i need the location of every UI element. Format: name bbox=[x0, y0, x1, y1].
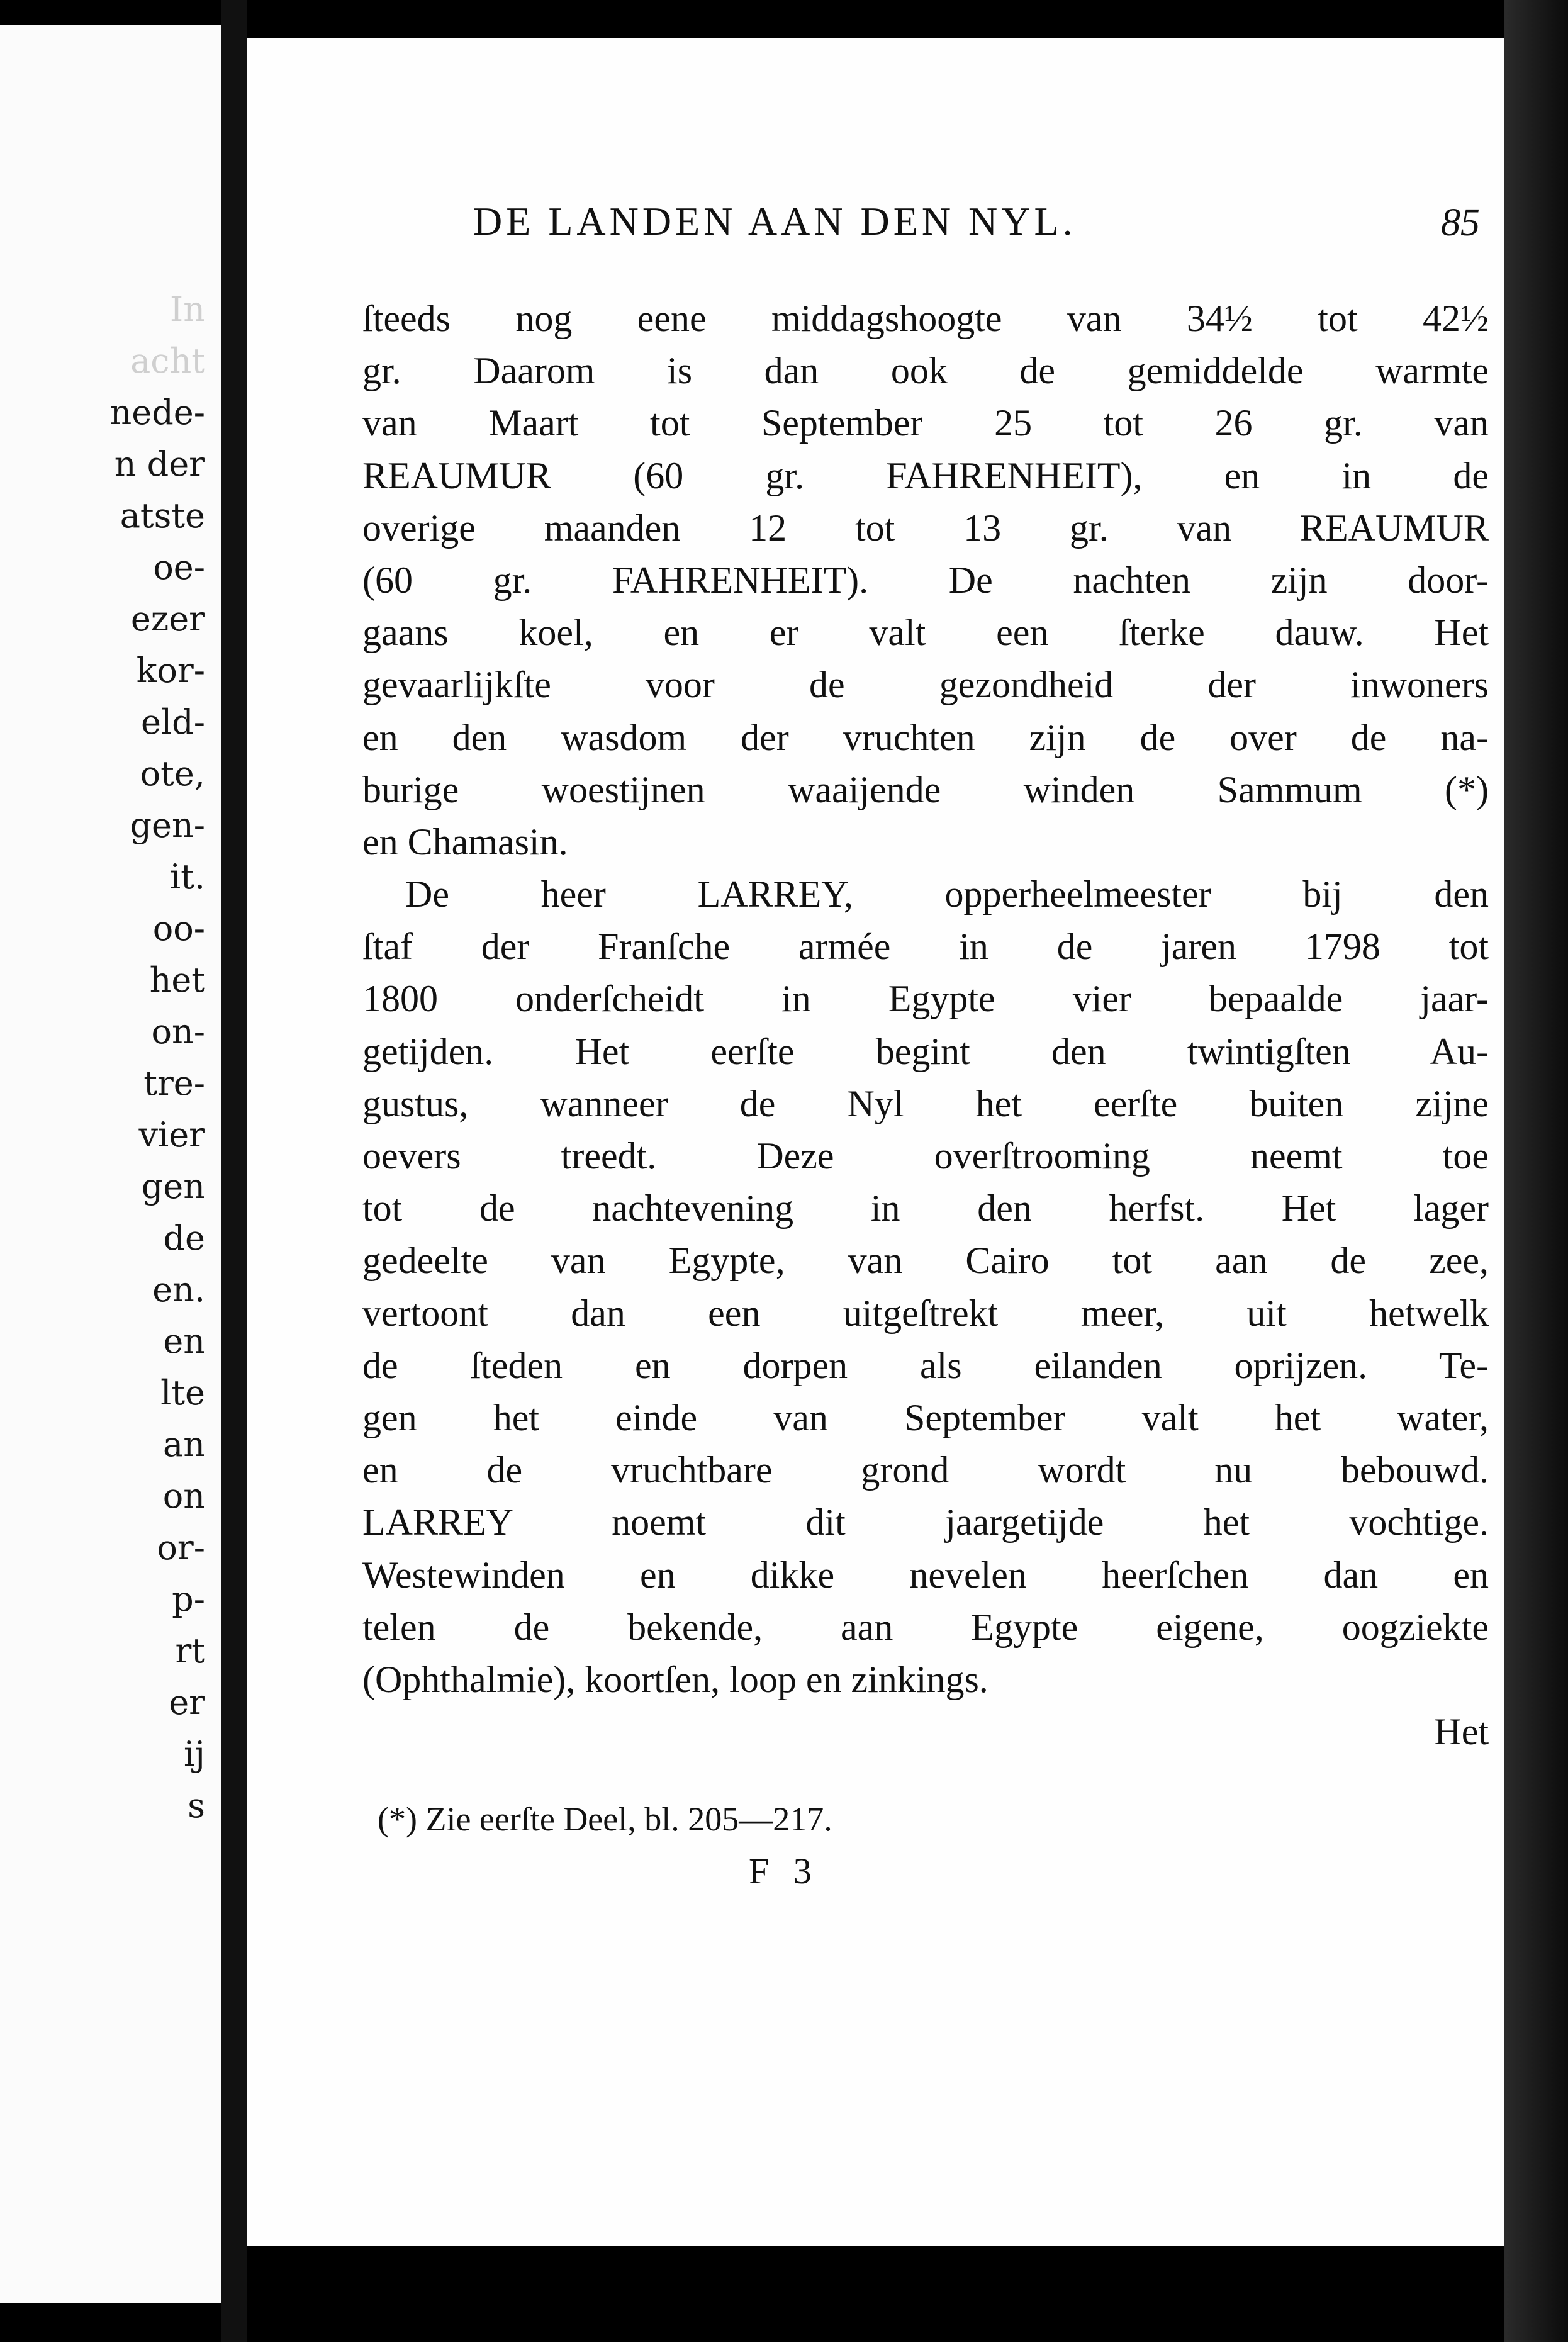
text-line: gevaarlijkſte voor de gezondheid der inwoners bbox=[362, 664, 1489, 706]
text-line: (Ophthalmie), koortſen, loop en zinkings. bbox=[362, 1658, 988, 1700]
book-gutter bbox=[221, 0, 247, 2342]
text-line: gr. Daarom is dan ook de gemiddelde warmte bbox=[362, 350, 1489, 392]
text-line: REAUMUR (60 gr. FAHRENHEIT), en in de bbox=[362, 454, 1489, 496]
text-line: Westewinden en dikke nevelen heerſchen dan en bbox=[362, 1554, 1489, 1596]
text-line: ſteeds nog eene middagshoogte van 34½ tot 42½ bbox=[362, 298, 1489, 339]
previous-page-line: de bbox=[163, 1218, 205, 1258]
text-line: (60 gr. FAHRENHEIT). De nachten zijn door- bbox=[362, 559, 1489, 601]
previous-page-line: atste bbox=[120, 496, 205, 535]
previous-page-line: on bbox=[162, 1476, 205, 1516]
previous-page-line: gen- bbox=[130, 805, 205, 845]
text-line: tot de nachtevening in den herfst. Het lager bbox=[362, 1187, 1489, 1230]
catchword: Het bbox=[1434, 1711, 1489, 1753]
text-line: 1800 onderſcheidt in Egypte vier bepaalde jaar- bbox=[362, 978, 1489, 1020]
text-line: De heer LARREY, opperheelmeester bij den bbox=[405, 873, 1489, 916]
previous-page-line: or- bbox=[157, 1528, 205, 1567]
running-head-title: DE LANDEN AAN DEN NYL. bbox=[473, 199, 1077, 244]
text-line: oevers treedt. Deze overſtrooming neemt toe bbox=[362, 1135, 1489, 1177]
text-line: overige maanden 12 tot 13 gr. van REAUMUR bbox=[362, 507, 1489, 549]
previous-page-line: gen bbox=[141, 1167, 205, 1206]
signature-mark: F 3 bbox=[749, 1851, 819, 1891]
right-page-edge bbox=[1504, 0, 1568, 2342]
running-head bbox=[473, 198, 1480, 255]
previous-page-line: en. bbox=[152, 1270, 205, 1309]
previous-page-line: nede- bbox=[109, 393, 205, 432]
book-page bbox=[247, 38, 1504, 2246]
previous-page-line: rt bbox=[175, 1631, 205, 1671]
previous-page bbox=[0, 25, 221, 2303]
previous-page-line: on- bbox=[151, 1012, 205, 1051]
body-text bbox=[362, 293, 1489, 1758]
previous-page-line: er bbox=[169, 1683, 205, 1722]
previous-page-line: s bbox=[188, 1786, 205, 1825]
previous-page-line: ij bbox=[183, 1734, 205, 1774]
previous-page-line: ote, bbox=[140, 754, 205, 793]
text-line: ſtaf der Franſche armée in de jaren 1798 tot bbox=[362, 926, 1489, 968]
text-line: en de vruchtbare grond wordt nu bebouwd. bbox=[362, 1449, 1489, 1491]
text-line: van Maart tot September 25 tot 26 gr. van bbox=[362, 402, 1489, 444]
previous-page-line: In bbox=[169, 289, 205, 329]
previous-page-line: it. bbox=[169, 857, 205, 897]
text-line: de ſteden en dorpen als eilanden oprijzen. Te- bbox=[362, 1344, 1489, 1386]
previous-page-line: kor- bbox=[136, 651, 205, 690]
previous-page-line: vier bbox=[138, 1115, 205, 1155]
text-line: vertoont dan een uitgeſtrekt meer, uit hetwelk bbox=[362, 1292, 1489, 1334]
previous-page-line: an bbox=[163, 1425, 205, 1464]
text-line: en Chamasin. bbox=[362, 821, 568, 863]
previous-page-line: tre- bbox=[143, 1063, 205, 1103]
text-line: en den wasdom der vruchten zijn de over de na- bbox=[362, 716, 1489, 758]
previous-page-line: p- bbox=[172, 1579, 205, 1619]
footnote: (*) Zie eerſte Deel, bl. 205—217. bbox=[378, 1800, 832, 1838]
text-line: burige woestijnen waaijende winden Sammum (*) bbox=[362, 768, 1489, 810]
text-line: gen het einde van September valt het water, bbox=[362, 1396, 1489, 1438]
text-line: telen de bekende, aan Egypte eigene, oogziekte bbox=[362, 1606, 1489, 1648]
previous-page-line: n der bbox=[114, 444, 205, 484]
text-line: gedeelte van Egypte, van Cairo tot aan de zee, bbox=[362, 1240, 1489, 1282]
text-line: getijden. Het eerſte begint den twintigſten Au- bbox=[362, 1030, 1489, 1072]
text-line: LARREY noemt dit jaargetijde het vochtige. bbox=[362, 1501, 1489, 1544]
text-line: gustus, wanneer de Nyl het eerſte buiten zijne bbox=[362, 1082, 1489, 1124]
previous-page-line: het bbox=[149, 960, 205, 1000]
previous-page-line: ezer bbox=[130, 599, 205, 639]
page-number: 85 bbox=[1441, 201, 1480, 244]
text-line: gaans koel, en er valt een ſterke dauw. Het bbox=[362, 612, 1489, 654]
previous-page-line: oo- bbox=[152, 909, 205, 948]
previous-page-line: acht bbox=[130, 341, 205, 381]
previous-page-line: lte bbox=[160, 1373, 205, 1413]
previous-page-line: en bbox=[163, 1321, 205, 1361]
previous-page-line: oe- bbox=[153, 547, 205, 587]
previous-page-line: eld- bbox=[140, 702, 205, 742]
